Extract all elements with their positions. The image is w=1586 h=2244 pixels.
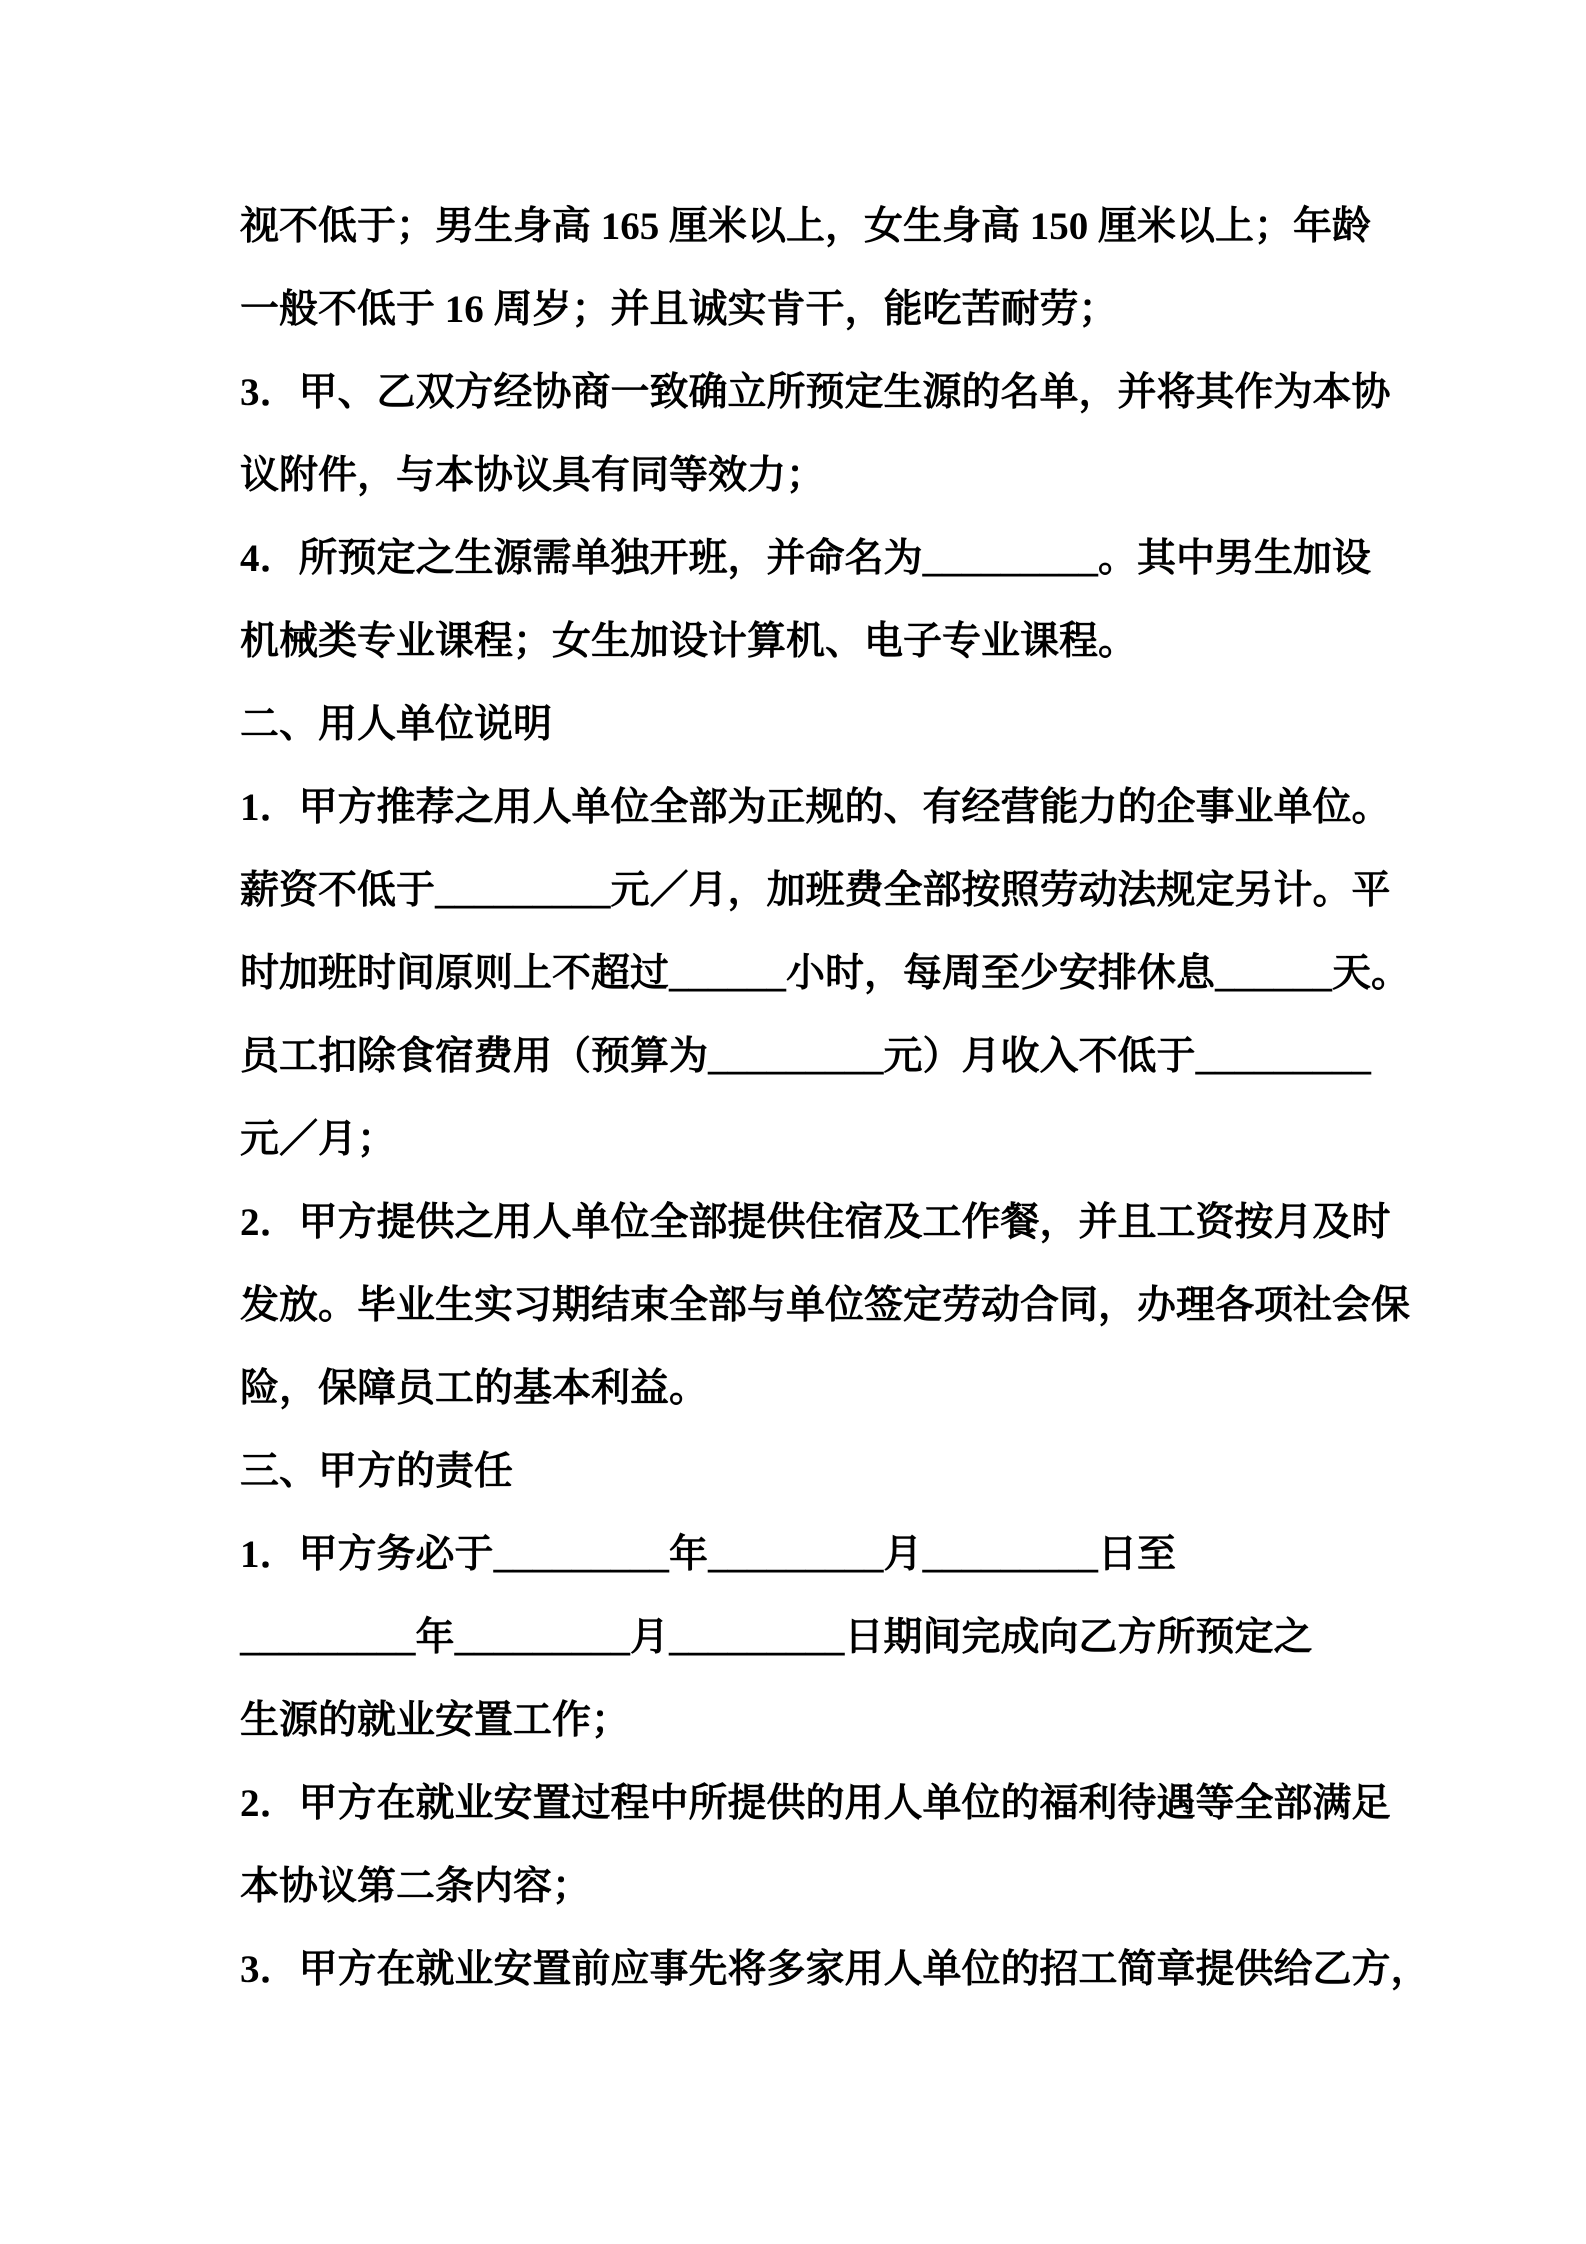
document-line: 员工扣除食宿费用（预算为_________元）月收入不低于_________ (240, 1035, 1372, 1078)
document-line: 发放。毕业生实习期结束全部与单位签定劳动合同，办理各项社会保 (240, 1284, 1411, 1327)
document-line: 本协议第二条内容； (240, 1865, 592, 1908)
document-line: 3．甲、乙双方经协商一致确立所预定生源的名单，并将其作为本协 (240, 371, 1391, 414)
section-heading-party-a-duty: 三、甲方的责任 (240, 1450, 514, 1493)
document-line: _________年_________月_________日期间完成向乙方所预定之 (240, 1616, 1313, 1659)
section-heading-employers: 二、用人单位说明 (240, 703, 553, 746)
document-line: 时加班时间原则上不超过______小时，每周至少安排休息______天。 (240, 952, 1411, 995)
document-line: 险，保障员工的基本利益。 (240, 1367, 709, 1410)
document-line: 4．所预定之生源需单独开班，并命名为_________。其中男生加设 (240, 537, 1372, 580)
document-line: 一般不低于 16 周岁；并且诚实肯干，能吃苦耐劳； (240, 288, 1118, 331)
document-line: 3．甲方在就业安置前应事先将多家用人单位的招工简章提供给乙方， (240, 1948, 1430, 1991)
document-line: 薪资不低于_________元／月，加班费全部按照劳动法规定另计。平 (240, 869, 1391, 912)
document-line: 2．甲方在就业安置过程中所提供的用人单位的福利待遇等全部满足 (240, 1782, 1391, 1825)
document-body (240, 185, 1440, 2011)
document-line: 议附件，与本协议具有同等效力； (240, 454, 826, 497)
document-line: 生源的就业安置工作； (240, 1699, 631, 1742)
document-line: 1．甲方务必于_________年_________月_________日至 (240, 1533, 1177, 1576)
document-line: 1．甲方推荐之用人单位全部为正规的、有经营能力的企事业单位。 (240, 786, 1391, 829)
document-line: 机械类专业课程；女生加设计算机、电子专业课程。 (240, 620, 1138, 663)
document-line: 2．甲方提供之用人单位全部提供住宿及工作餐，并且工资按月及时 (240, 1201, 1391, 1244)
document-line: 视不低于；男生身高 165 厘米以上，女生身高 150 厘米以上；年龄 (240, 205, 1372, 248)
document-line: 元／月； (240, 1118, 397, 1161)
